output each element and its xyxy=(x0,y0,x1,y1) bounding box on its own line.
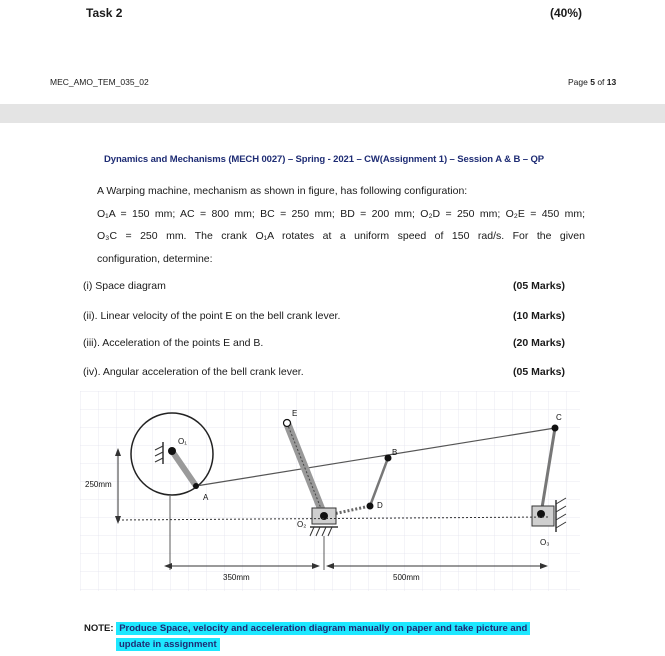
dimension-left-label: 350mm xyxy=(223,573,250,582)
joint-e xyxy=(284,420,291,427)
page-title: Dynamics and Mechanisms (MECH 0027) – Spring - 2021 – CW(Assignment 1) – Session A & B – QP xyxy=(104,154,544,165)
current-page xyxy=(0,123,665,656)
question-text: (i) Space diagram xyxy=(83,280,166,292)
intro-line: configuration, determine: xyxy=(97,252,213,265)
question-marks: (05 Marks) xyxy=(513,280,565,292)
note xyxy=(84,621,584,653)
intro-line: A Warping machine, mechanism as shown in figure, has following configuration: xyxy=(97,185,468,197)
question-text: (iv). Angular acceleration of the bell crank lever. xyxy=(83,366,304,378)
question-text: (ii). Linear velocity of the point E on the bell crank lever. xyxy=(83,310,341,322)
note-highlight: Produce Space, velocity and acceleration diagram manually on paper and take picture and xyxy=(116,622,530,635)
label-e: E xyxy=(292,409,298,418)
label-d: D xyxy=(377,501,383,510)
question-marks: (05 Marks) xyxy=(513,366,565,378)
question-row xyxy=(83,280,565,292)
question-marks: (20 Marks) xyxy=(513,337,565,349)
note-line xyxy=(116,637,584,653)
document-code: MEC_AMO_TEM_035_02 xyxy=(50,77,149,87)
page-number-mid: of xyxy=(594,77,607,87)
label-o3: O₃ xyxy=(540,538,550,547)
question-text: (iii). Acceleration of the points E and B. xyxy=(83,337,264,349)
note-highlight: update in assignment xyxy=(116,638,220,651)
mechanism-figure xyxy=(80,391,580,591)
joint-a xyxy=(193,483,199,489)
page-number-current: 5 xyxy=(590,77,595,87)
label-o1: O₁ xyxy=(178,437,187,446)
dimension-vertical-label: 250mm xyxy=(85,480,112,489)
question-row xyxy=(83,366,565,378)
intro-line: O₁A = 150 mm; AC = 800 mm; BC = 250 mm; BD = 200 mm; O₂D = 250 mm; O₂E = 450 mm; xyxy=(97,207,585,220)
joint-c xyxy=(552,425,559,432)
note-label: NOTE: xyxy=(84,623,114,634)
page-number xyxy=(568,77,616,87)
joint-b xyxy=(385,455,392,462)
dimension-right-label: 500mm xyxy=(393,573,420,582)
question-row xyxy=(83,310,565,322)
previous-page-bottom xyxy=(0,0,665,104)
joint-o1 xyxy=(168,447,176,455)
task-label: Task 2 xyxy=(86,6,123,20)
note-line xyxy=(84,621,584,637)
page-number-prefix: Page xyxy=(568,77,591,87)
joint-d xyxy=(367,503,374,510)
problem-statement xyxy=(97,180,585,270)
question-marks: (10 Marks) xyxy=(513,310,565,322)
intro-line: O₃C = 250 mm. The crank O₁A rotates at a uniform speed of 150 rad/s. For the given xyxy=(97,230,585,242)
label-o2: O₂ xyxy=(297,520,307,529)
page-number-total: 13 xyxy=(606,77,617,87)
task-weight: (40%) xyxy=(550,6,583,20)
label-a: A xyxy=(203,493,209,502)
question-row xyxy=(83,337,565,349)
label-c: C xyxy=(556,413,562,422)
label-b: B xyxy=(392,448,398,457)
